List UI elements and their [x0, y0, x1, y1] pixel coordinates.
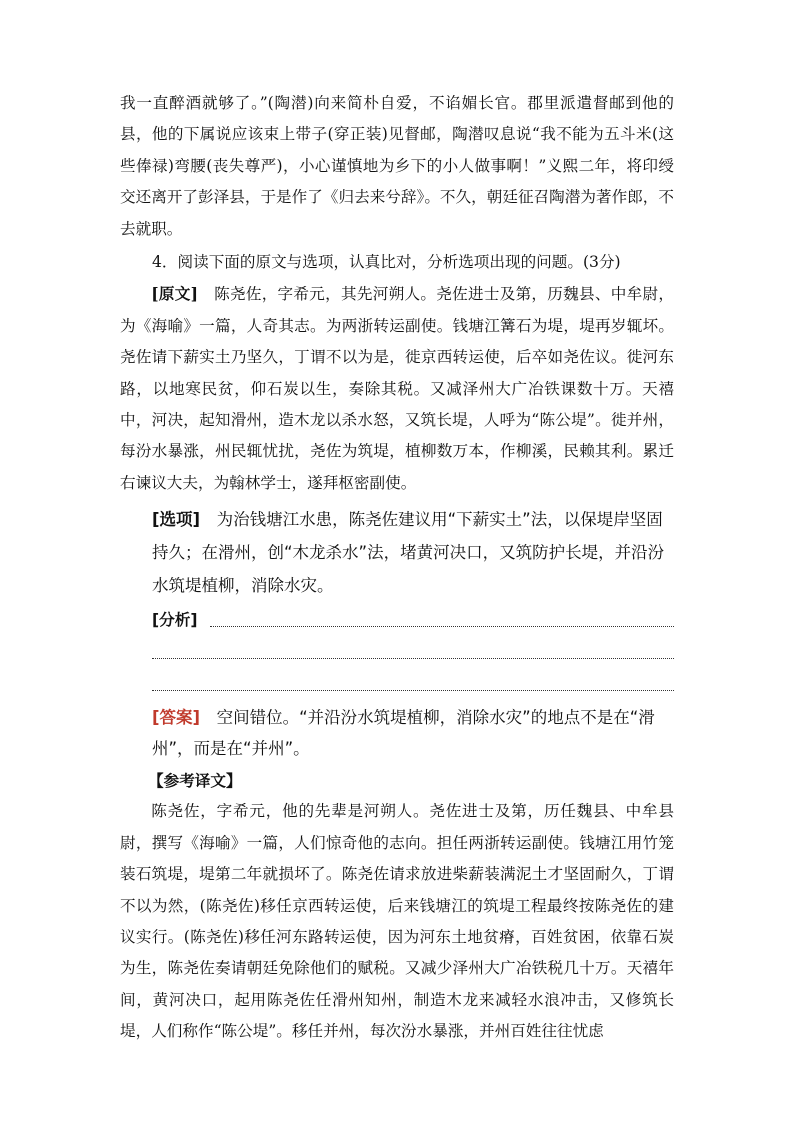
answer-line-2[interactable]	[152, 658, 674, 659]
answer-line-1[interactable]	[210, 626, 674, 627]
analysis-label: [分析]	[152, 611, 198, 630]
answer-paragraph	[120, 702, 674, 764]
question-prompt	[120, 247, 674, 278]
original-text-paragraph	[120, 278, 674, 499]
reference-translation: 陈尧佐，字希元，他的先辈是河朔人。尧佐进士及第，历任魏县、中牟县尉，撰写《海喻》一篇，人们惊奇他的志向。担任两浙转运副使。钱塘江用竹笼装石筑堤，堤第二年就损坏了。陈尧佐请求放进柴薪装满泥土才坚固耐久，丁谓不以为然，(陈尧佐)移任京西转运使，后来钱塘江的筑堤工程最终按陈尧佐的建议实行。(陈尧佐)移任河东路转运使，因为河东土地贫瘠，百姓贫困，依靠石炭为生，陈尧佐奏请朝廷免除他们的赋税。又减少泽州大广冶铁税几十万。天禧年间，黄河决口，起用陈尧佐任滑州知州，制造木龙来减轻水浪冲击，又修筑长堤，人们称作“陈公堤”。移任并州，每次汾水暴涨，并州百姓往往忧虑	[120, 802, 674, 1041]
answer-text: 空间错位。“并沿汾水筑堤植柳，消除水灾”的地点不是在“滑州”，而是在“并州”。	[152, 708, 655, 759]
answer-line-3[interactable]	[152, 690, 674, 691]
analysis-answer-area	[152, 602, 674, 698]
intro-paragraph: 我一直醉酒就够了。”(陶潜)向来简朴自爱，不谄媚长官。郡里派遣督邮到他的县，他的下属说应该束上带子(穿正装)见督邮，陶潜叹息说“我不能为五斗米(这些俸禄)弯腰(丧失尊严)，小心谨慎地为乡下的小人做事啊！”义熙二年，将印绶交还离开了彭泽县，于是作了《归去来兮辞》。不久，朝廷征召陶潜为著作郎，不去就职。	[120, 94, 674, 238]
original-label: [原文]	[151, 284, 198, 304]
answer-label: [答案]	[152, 708, 201, 728]
option-text: 为治钱塘江水患，陈尧佐建议用“下薪实土”法，以保堤岸坚固持久；在滑州，创“木龙杀水”法，堵黄河决口，又筑防护长堤，并沿汾水筑堤植柳，消除水灾。	[152, 510, 665, 596]
question-text: 阅读下面的原文与选项，认真比对，分析选项出现的问题。(3分)	[177, 253, 621, 272]
reference-title: 【参考译文】	[148, 772, 242, 791]
question-number: 4．	[152, 253, 178, 272]
option-paragraph	[120, 503, 674, 602]
original-text: 陈尧佐，字希元，其先河朔人。尧佐进士及第，历魏县、中牟尉，为《海喻》一篇，人奇其志。为两浙转运副使。钱塘江篝石为堤，堤再岁辄坏。尧佐请下薪实土乃坚久，丁谓不以为是，徙京西转运使，后卒如尧佐议。徙河东路，以地寒民贫，仰石炭以生，奏除其税。又减泽州大广冶铁课数十万。天禧中，河决，起知滑州，造木龙以杀水怒，又筑长堤，人呼为“陈公堤”。徙并州，每汾水暴涨，州民辄忧扰，尧佐为筑堤，植柳数万本，作柳溪，民赖其利。累迁右谏议大夫，为翰林学士，遂拜枢密副使。	[120, 285, 674, 492]
option-label: [选项]	[152, 510, 201, 530]
